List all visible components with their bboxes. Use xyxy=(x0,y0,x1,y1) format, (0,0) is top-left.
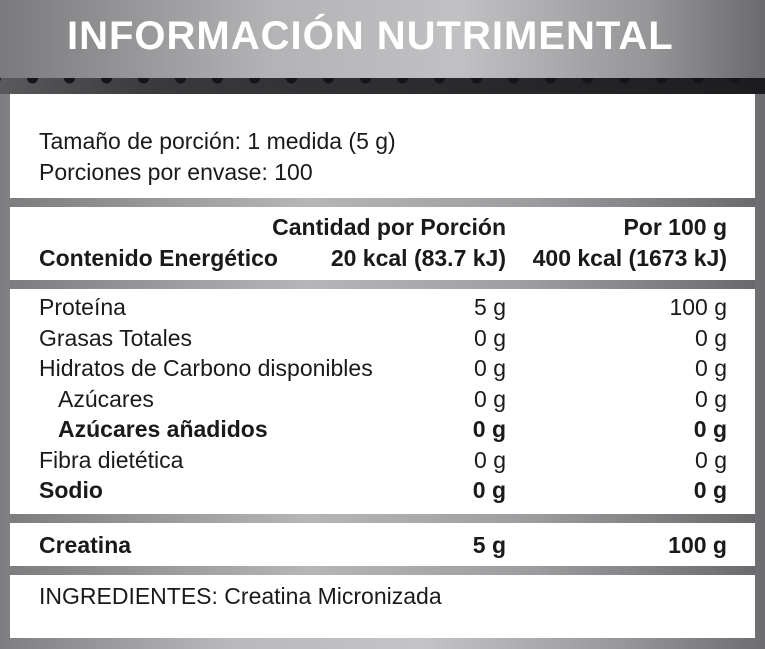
nutrient-label-sugars: Azúcares xyxy=(58,386,154,412)
separator xyxy=(10,514,755,523)
column-header-per-100g: Por 100 g xyxy=(623,214,727,240)
nutrient-value-per-serving: 0 g xyxy=(474,355,506,381)
nutrient-label-sodium: Sodio xyxy=(39,477,103,503)
nutrient-value-per-100g: 0 g xyxy=(693,416,727,442)
nutrient-value-per-serving: 0 g xyxy=(472,416,506,442)
nutrient-value-per-100g: 0 g xyxy=(695,447,727,473)
nutrient-label-fat: Grasas Totales xyxy=(39,325,192,351)
energy-per-serving: 20 kcal (83.7 kJ) xyxy=(330,245,506,271)
nutrient-label-carbs: Hidratos de Carbono disponibles xyxy=(39,355,373,381)
page-title: INFORMACIÓN NUTRIMENTAL xyxy=(67,14,674,58)
separator xyxy=(10,198,755,207)
nutrient-value-per-serving: 0 g xyxy=(474,447,506,473)
nutrient-label-added-sugars: Azúcares añadidos xyxy=(58,416,268,442)
nutrient-value-per-serving: 0 g xyxy=(472,477,506,503)
servings-per-container: Porciones por envase: 100 xyxy=(39,159,313,185)
dot-pattern xyxy=(0,78,765,84)
title-bar xyxy=(0,0,765,78)
creatine-per-serving: 5 g xyxy=(472,532,506,558)
dotted-divider xyxy=(0,78,765,94)
serving-size: Tamaño de porción: 1 medida (5 g) xyxy=(39,128,396,154)
ingredients: INGREDIENTES: Creatina Micronizada xyxy=(39,583,442,609)
separator xyxy=(10,280,755,289)
nutrition-panel xyxy=(10,94,755,638)
nutrient-value-per-serving: 0 g xyxy=(474,386,506,412)
nutrient-value-per-100g: 0 g xyxy=(693,477,727,503)
nutrient-value-per-100g: 100 g xyxy=(669,294,727,320)
nutrient-value-per-serving: 0 g xyxy=(474,325,506,351)
column-header-per-serving: Cantidad por Porción xyxy=(272,214,506,240)
nutrient-value-per-100g: 0 g xyxy=(695,386,727,412)
nutrient-value-per-100g: 0 g xyxy=(695,355,727,381)
separator xyxy=(10,566,755,575)
creatine-label: Creatina xyxy=(39,532,132,558)
energy-label: Contenido Energético xyxy=(39,245,278,271)
nutrient-label-fiber: Fibra dietética xyxy=(39,447,184,473)
nutrient-value-per-100g: 0 g xyxy=(695,325,727,351)
creatine-per-100g: 100 g xyxy=(668,532,727,558)
nutrient-label-protein: Proteína xyxy=(39,294,126,320)
energy-per-100g: 400 kcal (1673 kJ) xyxy=(532,245,727,271)
nutrient-value-per-serving: 5 g xyxy=(474,294,506,320)
